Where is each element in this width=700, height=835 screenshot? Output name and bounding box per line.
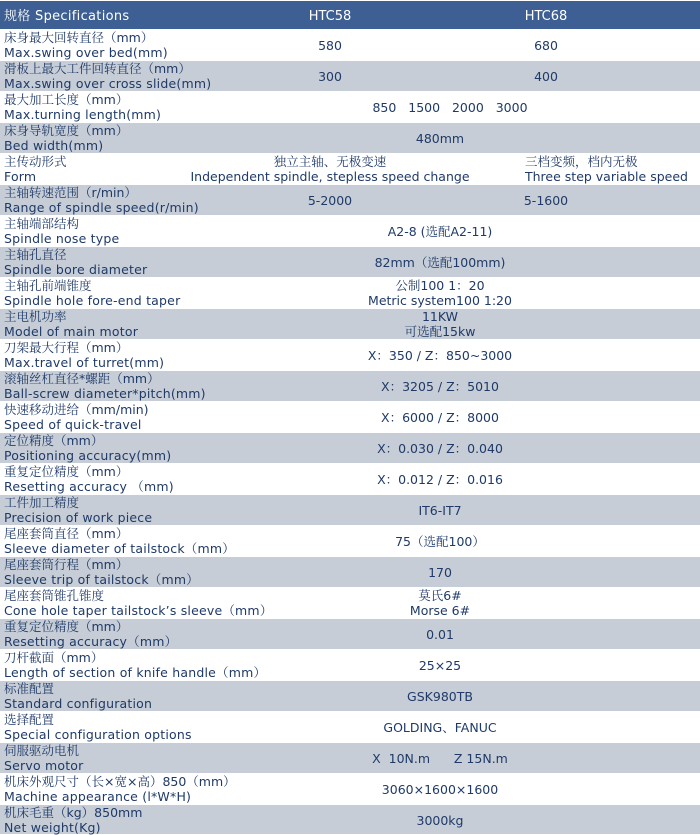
label-zh: 标准配置	[4, 681, 55, 696]
value-text: 25×25	[418, 657, 462, 673]
row-label	[4, 650, 266, 680]
label-en: Machine appearance (l*W*H)	[4, 789, 192, 804]
value-htc58	[175, 154, 485, 184]
label-en: Range of spindle speed(r/min)	[4, 200, 199, 215]
row-label	[4, 433, 171, 463]
value-text: 480mm	[415, 130, 465, 146]
row-label	[4, 216, 119, 246]
header-col-htc58	[270, 1, 390, 31]
label-zh: 主轴孔直径	[4, 247, 67, 262]
row-label	[4, 61, 211, 91]
value-text: 3000kg	[416, 812, 464, 828]
row-label	[4, 526, 235, 556]
table-row	[0, 587, 700, 618]
label-zh: 床身最大回转直径（mm）	[4, 30, 154, 45]
value-text: X 10N.m Z 15N.m	[372, 750, 508, 766]
label-zh: 重复定位精度（mm）	[4, 619, 129, 634]
value-shared	[230, 557, 650, 587]
value-text: GSK980TB	[407, 688, 473, 704]
row-label	[4, 774, 236, 804]
header-col-htc68	[486, 1, 606, 31]
label-en: Max.swing over cross slide(mm)	[4, 76, 212, 91]
value-htc68	[486, 61, 606, 91]
label-zh: 主轴孔前端锥度	[4, 278, 92, 293]
label-zh: 主轴端部结构	[4, 216, 80, 231]
value-htc58	[270, 185, 390, 215]
label-en: Net weight(Kg)	[4, 820, 101, 835]
value-shared	[230, 309, 650, 339]
value-text-en: Morse 6#	[409, 603, 471, 618]
row-label	[4, 185, 199, 215]
value-text: GOLDING、FANUC	[383, 719, 497, 735]
value-text-zh: 莫氏6#	[418, 588, 462, 603]
label-en: Bed width(mm)	[4, 138, 104, 153]
label-zh: 滑板上最大工件回转直径（mm）	[4, 61, 191, 76]
label-en: Sleeve diameter of tailstock（mm）	[4, 541, 235, 556]
value-shared	[230, 774, 650, 804]
value-text: 300	[318, 68, 342, 84]
value-htc58	[270, 30, 390, 60]
value-text: 400	[534, 68, 558, 84]
table-row	[0, 91, 700, 122]
label-zh: 主轴转速范围（r/min）	[4, 185, 137, 200]
table-row	[0, 184, 700, 215]
value-text: IT6-IT7	[418, 502, 462, 518]
value-text: 850 1500 2000 3000	[372, 99, 528, 115]
value-text-zh: 公制100 1：20	[395, 278, 485, 293]
label-zh: 床身导轨宽度（mm）	[4, 123, 129, 138]
label-en: Length of section of knife handle（mm）	[4, 665, 267, 680]
row-label	[4, 619, 177, 649]
table-row	[0, 711, 700, 742]
value-shared	[230, 526, 650, 556]
label-zh: 工件加工精度	[4, 495, 80, 510]
label-en: Precision of work piece	[4, 510, 153, 525]
row-label	[4, 30, 168, 60]
row-label	[4, 743, 84, 773]
row-label	[4, 805, 142, 835]
table-row	[0, 122, 700, 153]
table-row	[0, 277, 700, 308]
label-zh: 定位精度（mm）	[4, 433, 104, 448]
label-en: Max.swing over bed(mm)	[4, 45, 168, 60]
value-text: 5-1600	[523, 192, 569, 208]
value-text: 82mm（选配100mm)	[374, 254, 506, 270]
value-text: 170	[428, 564, 452, 580]
label-en: Model of main motor	[4, 324, 139, 339]
label-zh: 刀架最大行程（mm）	[4, 340, 129, 355]
label-zh: 刀杆截面（mm）	[4, 650, 104, 665]
value-shared	[230, 278, 650, 308]
table-row	[0, 308, 700, 339]
label-en: Max.turning length(mm)	[4, 107, 162, 122]
row-label	[4, 92, 161, 122]
row-label	[4, 495, 152, 525]
value-text-zh: 独立主轴、无极变速	[273, 154, 387, 169]
value-text: 5-2000	[307, 192, 353, 208]
row-label	[4, 278, 180, 308]
value-text: X：0.030 / Z：0.040	[377, 440, 503, 456]
label-zh: 主传动形式	[4, 154, 67, 169]
label-zh: 选择配置	[4, 712, 55, 727]
row-label	[4, 309, 138, 339]
row-label	[4, 154, 67, 184]
label-en: Spindle hole fore-end taper	[4, 293, 181, 308]
label-zh: 尾座套筒锥孔锥度	[4, 588, 105, 603]
table-row	[0, 463, 700, 494]
value-text: X：6000 / Z：8000	[381, 409, 499, 425]
row-label	[4, 464, 174, 494]
table-row	[0, 29, 700, 60]
label-en: Spindle nose type	[4, 231, 120, 246]
label-en: Spindle bore diameter	[4, 262, 148, 277]
row-label	[4, 247, 147, 277]
row-label	[4, 557, 199, 587]
value-shared	[230, 340, 650, 370]
label-en: Speed of quick-travel	[4, 417, 142, 432]
table-row	[0, 494, 700, 525]
label-en: Resetting accuracy（mm）	[4, 634, 178, 649]
label-zh: 最大加工长度（mm）	[4, 92, 129, 107]
label-zh: 伺服驱动电机	[4, 743, 80, 758]
label-zh: 机床外观尺寸（长×宽×高）850（mm）	[4, 774, 236, 789]
value-text: X：3205 / Z：5010	[381, 378, 499, 394]
row-label	[4, 371, 206, 401]
header-col2-text: HTC68	[524, 8, 568, 24]
table-row	[0, 432, 700, 463]
header-col1-text: HTC58	[308, 8, 352, 24]
value-text: X：0.012 / Z：0.016	[377, 471, 503, 487]
value-htc58	[270, 61, 390, 91]
label-zh: 尾座套筒直径（mm）	[4, 526, 129, 541]
label-en: Positioning accuracy(mm)	[4, 448, 172, 463]
value-htc68	[486, 30, 606, 60]
label-zh: 快速移动进给（mm/min)	[4, 402, 149, 417]
label-zh: 滚轴丝杠直径*螺距（mm）	[4, 371, 160, 386]
table-row	[0, 246, 700, 277]
value-shared	[230, 433, 650, 463]
label-en: Ball-screw diameter*pitch(mm)	[4, 386, 206, 401]
table-row	[0, 401, 700, 432]
table-row	[0, 618, 700, 649]
value-shared	[230, 495, 650, 525]
label-en: Resetting accuracy （mm)	[4, 479, 174, 494]
value-shared	[230, 681, 650, 711]
value-text: 580	[318, 37, 342, 53]
table-header	[0, 0, 700, 31]
label-en: Max.travel of turret(mm)	[4, 355, 165, 370]
value-text: 11KW	[421, 309, 459, 324]
value-text: 680	[534, 37, 558, 53]
label-en: Special configuration options	[4, 727, 192, 742]
row-label	[4, 123, 128, 153]
table-row	[0, 742, 700, 773]
value-shared	[230, 464, 650, 494]
value-text-zh: 三档变频，档内无极	[525, 154, 638, 169]
label-en: Cone hole taper tailstock’s sleeve（mm）	[4, 603, 273, 618]
label-en: Servo motor	[4, 758, 84, 773]
header-label	[4, 1, 129, 31]
table-row	[0, 153, 700, 184]
row-label	[4, 681, 152, 711]
value-shared	[230, 123, 650, 153]
label-en: Form	[4, 169, 37, 184]
row-label	[4, 340, 164, 370]
table-row	[0, 556, 700, 587]
value-htc68	[525, 154, 700, 184]
value-shared	[230, 402, 650, 432]
label-zh: 重复定位精度（mm）	[4, 464, 129, 479]
header-label-text: 规格 Specifications	[4, 8, 130, 24]
value-shared	[230, 216, 650, 246]
row-label	[4, 712, 192, 742]
table-row	[0, 804, 700, 834]
label-zh: 机床毛重（kg）850mm	[4, 805, 143, 820]
value-shared	[230, 588, 650, 618]
value-shared	[230, 619, 650, 649]
table-row	[0, 680, 700, 711]
value-shared	[230, 743, 650, 773]
value-text: X：350 / Z：850~3000	[367, 347, 513, 363]
label-en: Sleeve trip of tailstock（mm）	[4, 572, 199, 587]
value-shared	[230, 247, 650, 277]
value-text: 75（选配100）	[395, 533, 485, 549]
value-shared	[230, 712, 650, 742]
label-zh: 主电机功率	[4, 309, 67, 324]
label-zh: 尾座套筒行程（mm）	[4, 557, 129, 572]
value-text: 0.01	[426, 626, 454, 642]
table-row	[0, 370, 700, 401]
value-text: 3060×1600×1600	[381, 781, 499, 797]
value-text-en: Metric system100 1:20	[368, 293, 512, 308]
row-label	[4, 402, 149, 432]
table-row	[0, 525, 700, 556]
table-row	[0, 339, 700, 370]
table-row	[0, 649, 700, 680]
table-row	[0, 773, 700, 804]
table-row	[0, 60, 700, 91]
value-shared	[230, 805, 650, 835]
value-htc68	[486, 185, 606, 215]
value-shared	[230, 371, 650, 401]
value-shared	[230, 650, 650, 680]
value-text-en: Three step variable speed	[525, 169, 688, 184]
value-text-option: 可选配15kw	[404, 324, 476, 339]
label-en: Standard configuration	[4, 696, 153, 711]
value-shared	[340, 92, 560, 122]
value-text: A2-8 (选配A2-11)	[387, 223, 493, 239]
value-text-en: Independent spindle, stepless speed change	[190, 169, 470, 184]
table-row	[0, 215, 700, 246]
